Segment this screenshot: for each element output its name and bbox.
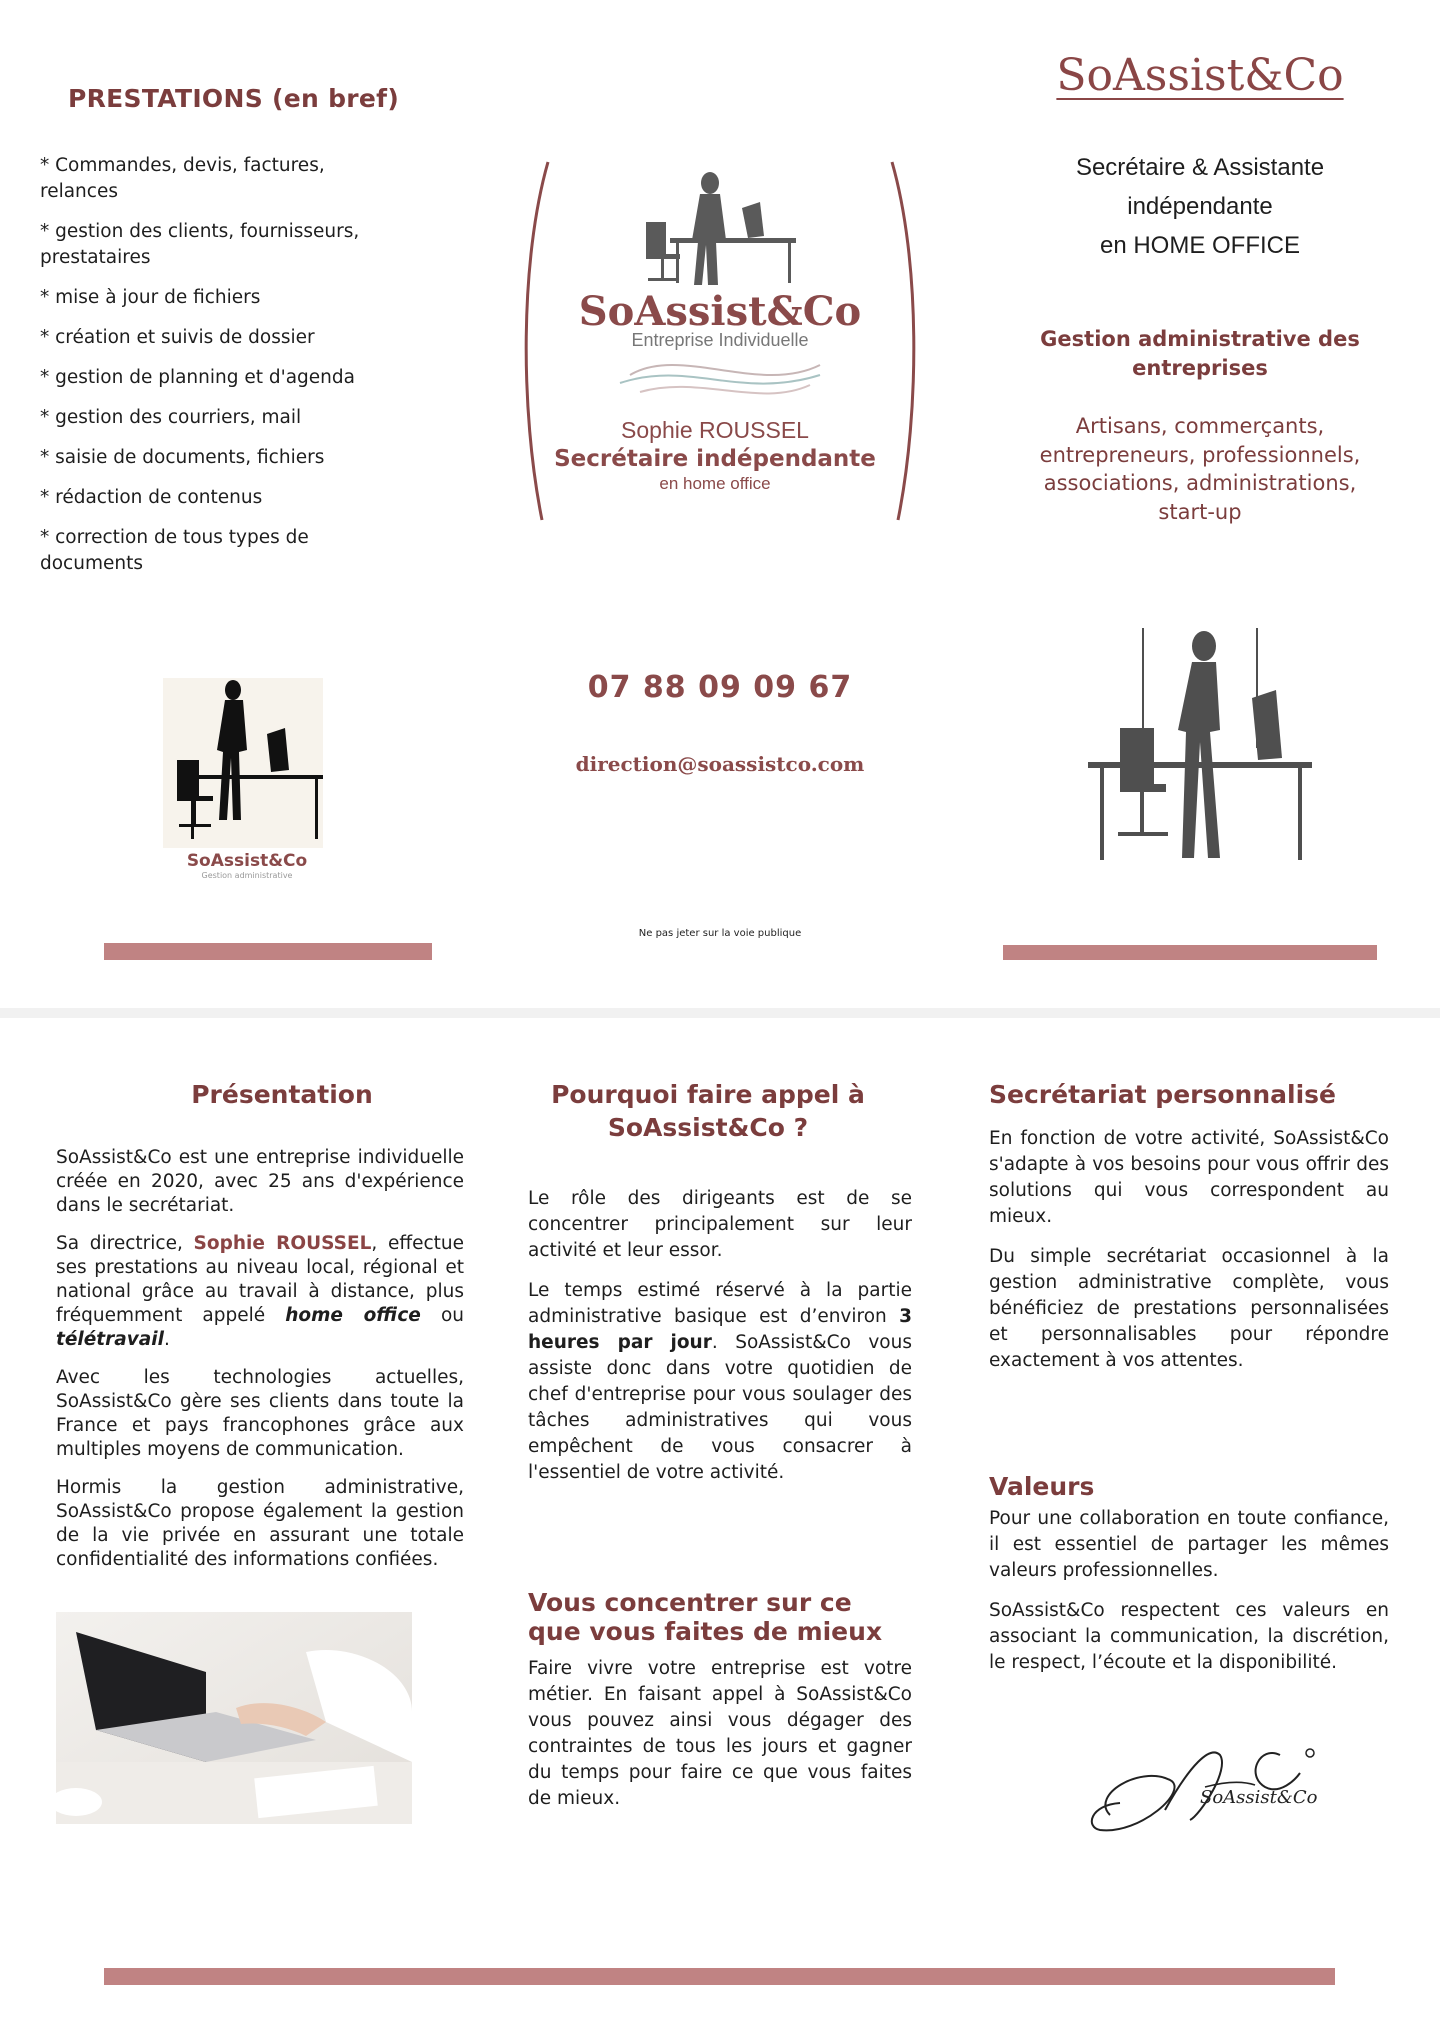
footer-bar	[104, 1968, 1335, 1985]
concentrer-body	[528, 1656, 912, 1826]
presentation-body	[56, 1146, 464, 1586]
small-logo	[155, 670, 335, 885]
brand-subtitle: Secrétaire & Assistante indépendante en HOME OFFICE	[1075, 154, 1325, 259]
prestations-list	[40, 153, 380, 591]
page-divider	[0, 1008, 1440, 1018]
woman-at-desk-icon	[646, 172, 796, 285]
laptop-photo	[56, 1612, 412, 1824]
list-item: * saisie de documents, fichiers	[40, 447, 325, 468]
presentation-paragraph: SoAssist&Co est une entreprise individuelle créée en 2020, avec 25 ans d'expérience dans le secrétariat.	[56, 1147, 464, 1216]
valeurs-paragraph: Pour une collaboration en toute confiance, il est essentiel de partager les mêmes valeurs professionnelles.	[989, 1508, 1389, 1581]
list-item: * rédaction de contenus	[40, 487, 263, 508]
main-logo	[520, 150, 920, 530]
pourquoi-body	[528, 1186, 912, 1500]
decorative-bar	[1003, 945, 1377, 960]
target-clients: Artisans, commerçants, entrepreneurs, professionnels, associations, administrations, start-up	[1039, 414, 1361, 524]
valeurs-body	[989, 1506, 1389, 1690]
secretariat-paragraph: En fonction de votre activité, SoAssist&Co s'adapte à vos besoins pour vous offrir des solutions qui vous correspondent au mieux.	[989, 1128, 1389, 1227]
valeurs-title: Valeurs	[989, 1472, 1095, 1501]
list-item: * création et suivis de dossier	[40, 327, 315, 348]
presentation-paragraph: Hormis la gestion administrative, SoAssist&Co propose également la gestion de la vie privée en assurant une totale confidentialité des informations confiées.	[56, 1477, 464, 1570]
secretariat-title: Secrétariat personnalisé	[989, 1080, 1336, 1109]
list-item: * gestion des clients, fournisseurs, prestataires	[40, 221, 360, 268]
decorative-bar	[104, 943, 432, 960]
list-item: * mise à jour de fichiers	[40, 287, 261, 308]
gestion-heading: Gestion administrative des entreprises	[1040, 327, 1360, 380]
small-logo-tagline: Gestion administrative	[201, 871, 293, 880]
time-estimate: 3 heures par jour	[528, 1306, 912, 1353]
pourquoi-title: Pourquoi faire appel à SoAssist&Co ?	[551, 1080, 865, 1142]
list-item: * Commandes, devis, factures, relances	[40, 155, 325, 202]
secretariat-paragraph: Du simple secrétariat occasionnel à la gestion administrative complète, vous bénéficiez de prestations personnalisées et personnalisables pour répondre exactement à vos attentes.	[989, 1246, 1389, 1371]
pourquoi-paragraph: Le rôle des dirigeants est de se concentrer principalement sur leur activité et leur essor.	[528, 1188, 912, 1261]
logo-role: Secrétaire indépendante	[554, 446, 876, 472]
brand-title: SoAssist&Co	[1056, 50, 1344, 101]
email-link[interactable]: direction@soassistco.com	[575, 752, 865, 776]
list-item: * gestion des courriers, mail	[40, 407, 302, 428]
presentation-paragraph: Avec les technologies actuelles, SoAssist&Co gère ses clients dans toute la France et pays francophones grâce aux multiples moyens de communication.	[56, 1367, 464, 1460]
prestations-title: PRESTATIONS (en bref)	[68, 84, 400, 113]
secretariat-body	[989, 1126, 1389, 1388]
logo-name: SoAssist&Co	[578, 288, 862, 335]
list-item: * gestion de planning et d'agenda	[40, 367, 355, 388]
concentrer-paragraph: Faire vivre votre entreprise est votre métier. En faisant appel à SoAssist&Co vous pouvez ainsi vous dégager des contraintes de tous les jours et gagner du temps pour faire ce que vous faites de mieux.	[528, 1658, 912, 1809]
pourquoi-paragraph: Le temps estimé réservé à la partie administrative basique est d’environ 3 heures par jour. SoAssist&Co vous assiste donc dans votre quotidien de chef d'entreprise pour vous soulager des tâches administratives qui vous empêchent de vous consacrer à l'essentiel de votre activité.	[528, 1280, 912, 1483]
logo-tagline: Entreprise Individuelle	[631, 330, 809, 350]
director-name: Sophie ROUSSEL	[193, 1233, 372, 1254]
presentation-title: Présentation	[191, 1080, 373, 1109]
list-item: * correction de tous types de documents	[40, 527, 309, 574]
woman-at-desk-icon	[1088, 628, 1312, 860]
phone-number[interactable]: 07 88 09 09 67	[587, 670, 853, 705]
woman-at-desk-illustration	[1070, 618, 1320, 868]
concentrer-title: Vous concentrer sur ce que vous faites de mieux	[528, 1588, 883, 1646]
valeurs-paragraph: SoAssist&Co respectent ces valeurs en associant la communication, la discrétion, le respect, l’écoute et la disponibilité.	[989, 1600, 1389, 1673]
small-logo-name: SoAssist&Co	[186, 851, 308, 871]
signature-text: SoAssist&Co	[1200, 1787, 1318, 1808]
signature	[1080, 1725, 1330, 1855]
logo-person: Sophie ROUSSEL	[621, 417, 809, 443]
logo-role-sub: en home office	[659, 474, 771, 493]
disposal-notice: Ne pas jeter sur la voie publique	[638, 928, 802, 939]
presentation-paragraph: Sa directrice, Sophie ROUSSEL, effectue ses prestations au niveau local, régional et national grâce au travail à distance, plus fréquemment appelé home office ou télétravail.	[56, 1233, 464, 1350]
